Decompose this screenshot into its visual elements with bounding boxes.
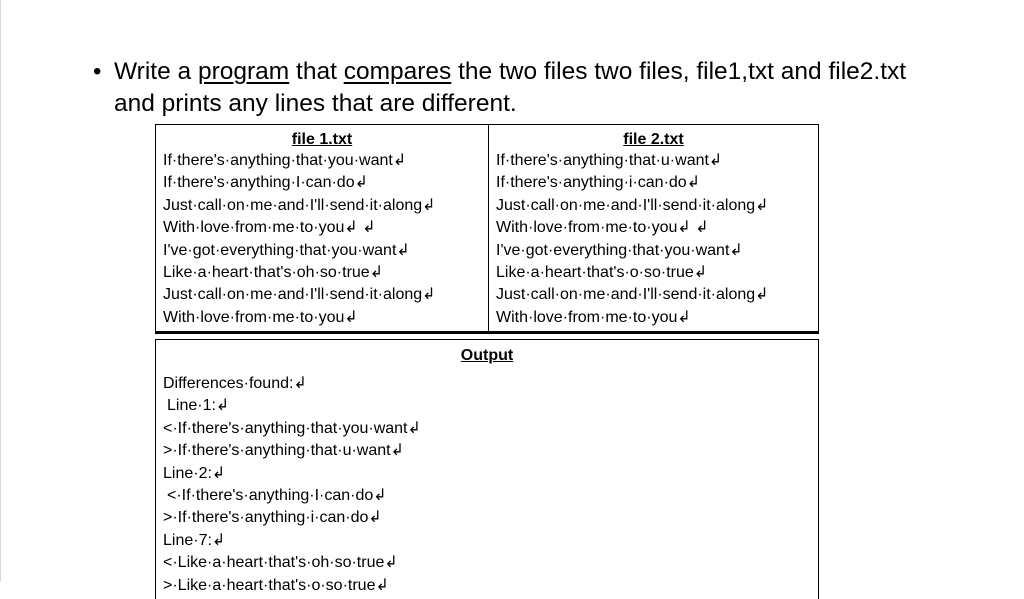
file1-line: If·there's·anything·I·can·do↲ <box>163 174 368 192</box>
file1-line: I've·got·everything·that·you·want↲ <box>163 241 410 259</box>
heading-text-2: that <box>289 58 344 85</box>
output-line: >·Like·a·heart·that's·o·so·true↲ <box>163 576 389 594</box>
output-box <box>155 339 819 599</box>
output-line: Differences·found:↲ <box>163 375 307 392</box>
output-line: Line·7:↲ <box>163 531 226 549</box>
file1-title: file 1.txt <box>291 131 353 148</box>
heading-link-program[interactable]: program <box>197 58 290 85</box>
file1-line: Just·call·on·me·and·I'll·send·it·along↲ <box>163 286 436 304</box>
output-line: <·If·there's·anything·I·can·do↲ <box>167 487 387 505</box>
output-lines <box>156 373 818 597</box>
file1-line: If·there's·anything·that·you·want↲ <box>163 152 407 169</box>
heading-text-3: the two files two files, file1,txt and file2.txt and prints any lines that are different. <box>114 58 907 117</box>
file2-line: With·love·from·me·to·you↲ <box>496 308 691 326</box>
file1-lines <box>156 150 488 329</box>
file2-line: If·there's·anything·i·can·do↲ <box>496 174 701 192</box>
output-title: Output <box>460 347 514 364</box>
output-line: Line·2:↲ <box>163 464 226 482</box>
file2-title: file 2.txt <box>623 131 684 148</box>
bullet-point: • <box>93 58 102 85</box>
assignment-heading <box>114 56 914 120</box>
heading-link-compares[interactable]: compares <box>343 58 452 85</box>
file2-line: Just·call·on·me·and·I'll·send·it·along↲ <box>496 286 769 304</box>
file1-line: With·love·from·me·to·you↲ ↲ <box>163 219 376 237</box>
output-line: Line·1:↲ <box>167 397 230 415</box>
file1-line: Like·a·heart·that's·oh·so·true↲ <box>163 264 384 282</box>
file1-line: With·love·from·me·to·you↲ <box>163 308 358 326</box>
output-line: <·Like·a·heart·that's·oh·so·true↲ <box>163 554 398 572</box>
file1-line: Just·call·on·me·and·I'll·send·it·along↲ <box>163 196 436 214</box>
files-comparison-table <box>155 124 819 334</box>
output-line: >·If·there's·anything·i·can·do↲ <box>163 509 382 527</box>
file2-column <box>489 125 818 331</box>
file2-line: If·there's·anything·that·u·want↲ <box>496 152 723 169</box>
file2-lines <box>489 150 818 329</box>
file2-line: Like·a·heart·that's·o·so·true↲ <box>496 264 708 282</box>
file2-line: Just·call·on·me·and·I'll·send·it·along↲ <box>496 196 769 214</box>
file2-line: With·love·from·me·to·you↲ ↲ <box>496 219 709 237</box>
file2-line: I've·got·everything·that·you·want↲ <box>496 241 743 259</box>
file1-column <box>156 125 489 331</box>
heading-text-1: Write a <box>114 58 198 85</box>
output-line: >·If·there's·anything·that·u·want↲ <box>163 442 405 460</box>
output-line: <·If·there's·anything·that·you·want↲ <box>163 419 421 437</box>
